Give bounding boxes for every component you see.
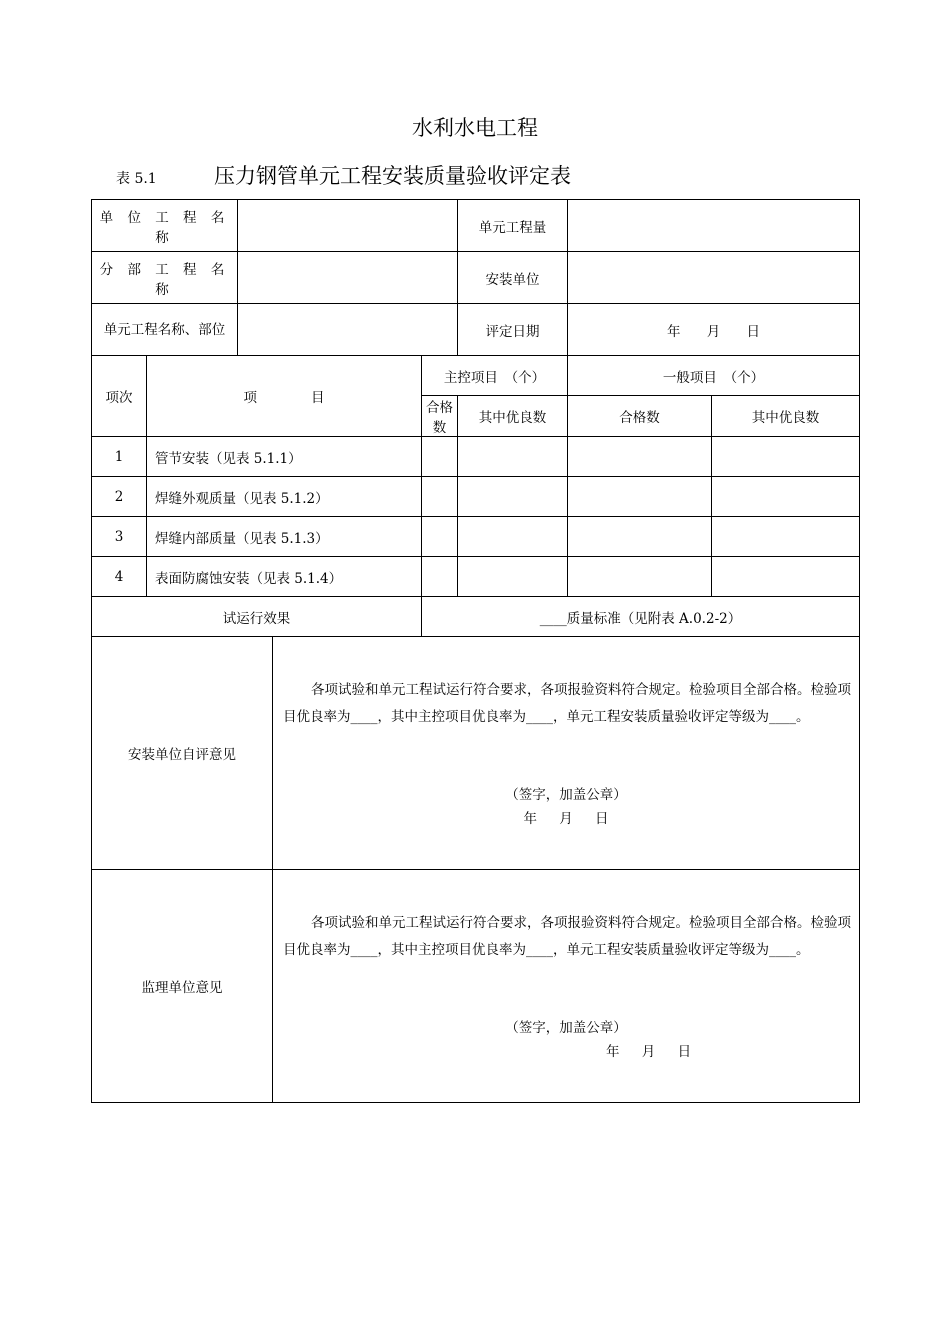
- general-excellent-cell[interactable]: [712, 477, 860, 517]
- general-excellent-cell[interactable]: [712, 517, 860, 557]
- main-qualified-cell[interactable]: [422, 477, 458, 517]
- col-item-header: 项 目: [147, 356, 422, 437]
- self-eval-signature: （签字，加盖公章）: [505, 787, 627, 803]
- grid-header-row-1: [92, 356, 860, 396]
- general-qualified-cell[interactable]: [568, 477, 712, 517]
- row-unit-project: [92, 200, 860, 252]
- main-qualified-cell[interactable]: [422, 557, 458, 597]
- element-name-label: 单元工程名称、部位: [92, 304, 238, 356]
- install-unit-field[interactable]: [568, 252, 860, 304]
- self-eval-field[interactable]: [273, 637, 860, 870]
- quality-standard-field[interactable]: ____质量标准（见附表 A.0.2-2）: [422, 597, 860, 637]
- element-name-field[interactable]: [238, 304, 458, 356]
- supervision-date: 年 月 日: [606, 1044, 692, 1060]
- division-name-label: 分 部 工 程 名 称: [92, 252, 238, 304]
- install-unit-label: 安装单位: [458, 252, 568, 304]
- supervision-label: 监理单位意见: [92, 870, 273, 1103]
- supervision-field[interactable]: [273, 870, 860, 1103]
- main-excellent-cell[interactable]: [458, 517, 568, 557]
- self-eval-label: 安装单位自评意见: [92, 637, 273, 870]
- eval-date-field[interactable]: 年 月 日: [568, 304, 860, 356]
- general-qualified-cell[interactable]: [568, 437, 712, 477]
- unit-quantity-field[interactable]: [568, 200, 860, 252]
- row-no: 2: [92, 477, 147, 517]
- main-qualified-cell[interactable]: [422, 437, 458, 477]
- main-control-header: 主控项目 （个）: [422, 356, 568, 396]
- general-excellent-header: 其中优良数: [712, 396, 860, 437]
- supervision-signature: （签字，加盖公章）: [505, 1020, 627, 1036]
- form-title: 压力钢管单元工程安装质量验收评定表: [214, 164, 571, 188]
- row-division: [92, 252, 860, 304]
- main-qualified-header: 合格数: [422, 396, 458, 437]
- general-qualified-header: 合格数: [568, 396, 712, 437]
- self-eval-text: 各项试验和单元工程试运行符合要求，各项报验资料符合规定。检验项目全部合格。检验项目优良率为____，其中主控项目优良率为____，单元工程安装质量验收评定等级为____。: [283, 682, 851, 725]
- supervision-row: [92, 870, 860, 1103]
- table-row: [92, 557, 860, 597]
- general-qualified-cell[interactable]: [568, 517, 712, 557]
- row-no: 3: [92, 517, 147, 557]
- self-eval-date: 年 月 日: [523, 811, 609, 827]
- general-excellent-cell[interactable]: [712, 557, 860, 597]
- general-qualified-cell[interactable]: [568, 557, 712, 597]
- table-number: 表 5.1: [116, 171, 157, 187]
- general-excellent-cell[interactable]: [712, 437, 860, 477]
- table-row: [92, 517, 860, 557]
- table-row: [92, 477, 860, 517]
- general-header: 一般项目 （个）: [568, 356, 860, 396]
- main-excellent-cell[interactable]: [458, 477, 568, 517]
- unit-quantity-label: 单元工程量: [458, 200, 568, 252]
- row-element: [92, 304, 860, 356]
- main-excellent-cell[interactable]: [458, 557, 568, 597]
- col-no-header: 项次: [92, 356, 147, 437]
- supervision-text: 各项试验和单元工程试运行符合要求，各项报验资料符合规定。检验项目全部合格。检验项目优良率为____，其中主控项目优良率为____，单元工程安装质量验收评定等级为____。: [283, 915, 851, 958]
- row-item: 表面防腐蚀安装（见表 5.1.4）: [147, 557, 422, 597]
- eval-date-label: 评定日期: [458, 304, 568, 356]
- main-qualified-cell[interactable]: [422, 517, 458, 557]
- main-excellent-header: 其中优良数: [458, 396, 568, 437]
- acceptance-form-table: [91, 199, 860, 1103]
- unit-project-name-field[interactable]: [238, 200, 458, 252]
- self-eval-row: [92, 637, 860, 870]
- table-row: [92, 437, 860, 477]
- row-item: 焊缝内部质量（见表 5.1.3）: [147, 517, 422, 557]
- trial-run-row: [92, 597, 860, 637]
- trial-run-label: 试运行效果: [92, 597, 422, 637]
- row-item: 焊缝外观质量（见表 5.1.2）: [147, 477, 422, 517]
- unit-project-name-label: 单 位 工 程 名 称: [92, 200, 238, 252]
- division-name-field[interactable]: [238, 252, 458, 304]
- main-excellent-cell[interactable]: [458, 437, 568, 477]
- row-no: 4: [92, 557, 147, 597]
- document-title: 水利水电工程: [412, 116, 538, 140]
- row-no: 1: [92, 437, 147, 477]
- row-item: 管节安装（见表 5.1.1）: [147, 437, 422, 477]
